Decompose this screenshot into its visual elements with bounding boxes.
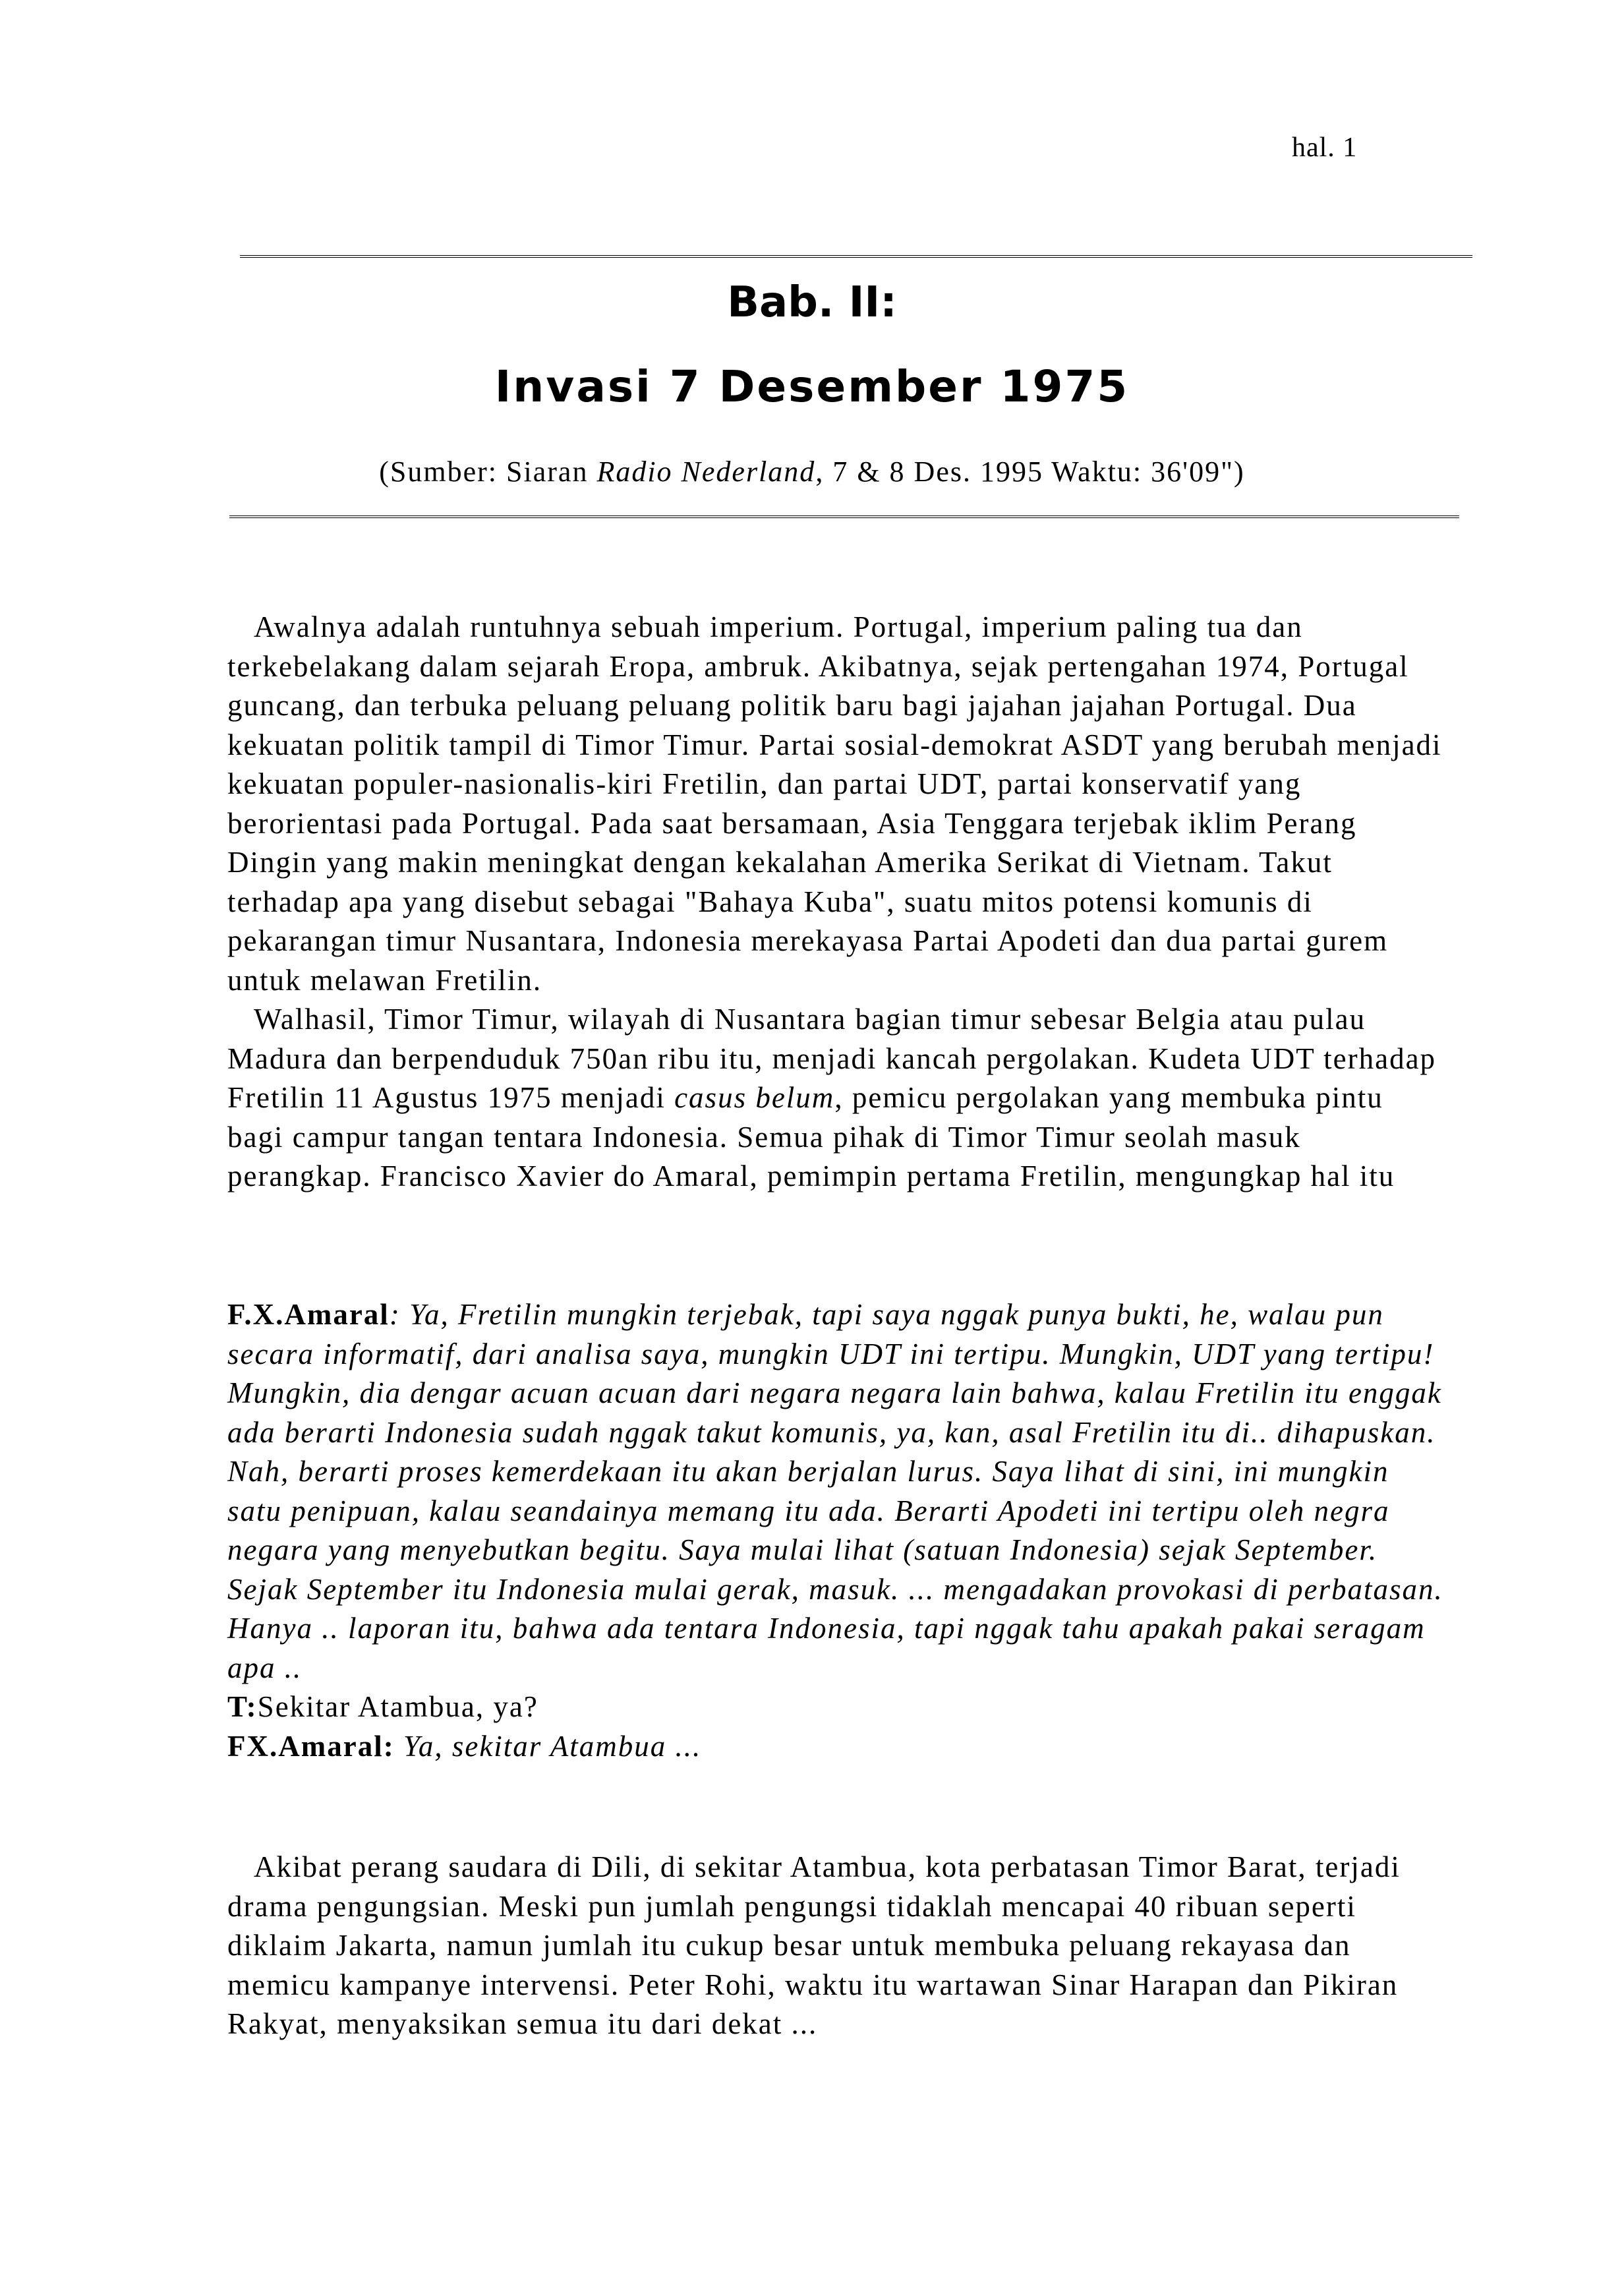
source-radio-name: Radio Nederland bbox=[596, 456, 816, 488]
closing-section bbox=[227, 1848, 1447, 2044]
speaker-separator: : bbox=[389, 1298, 410, 1331]
answer-1-text: Ya, Fretilin mungkin terjebak, tapi saya nggak punya bukti, he, walau pun secara informatif, dari analisa saya, mungkin UDT ini tertipu. Mungkin, UDT yang tertipu! Mungkin, dia dengar acuan acuan dari negara negara lain bahwa, kalau Fretilin itu enggak ada berarti Indonesia sudah nggak takut komunis, ya, kan, asal Fretilin itu di.. dihapuskan. Nah, berarti proses kemerdekaan itu akan berjalan lurus. Saya lihat di sini, ini mungkin satu penipuan, kalau seandainya memang itu ada. Berarti Apodeti ini tertipu oleh negra negara yang menyebutkan begitu. Saya mulai lihat (satuan Indonesia) sejak September. Sejak September itu Indonesia mulai gerak, masuk. ... mengadakan provokasi di perbatasan. Hanya .. laporan itu, bahwa ada tentara Indonesia, tapi nggak tahu apakah pakai seragam apa .. bbox=[227, 1298, 1443, 1684]
chapter-number: Bab. II: bbox=[727, 278, 897, 327]
speaker-fx-amaral-2: FX.Amaral: bbox=[227, 1729, 395, 1763]
source-prefix: (Sumber: Siaran bbox=[379, 456, 597, 488]
top-divider bbox=[240, 255, 1472, 258]
source-suffix: , 7 & 8 Des. 1995 Waktu: 36'09") bbox=[815, 456, 1245, 488]
interview-answer-3 bbox=[227, 1727, 1447, 1767]
speaker-fx-amaral: F.X.Amaral bbox=[227, 1298, 390, 1331]
intro-paragraph-2-text-a: Walhasil, Timor Timur, wilayah di Nusantara bagian timur sebesar Belgia atau pulau Madura dan berpenduduk 750an ribu itu, menjadi kancah pergolakan. Kudeta UDT terhadap Fretilin 11 Agustus 1975 menjadi bbox=[227, 1003, 1437, 1114]
interview-answer-1 bbox=[227, 1295, 1447, 1688]
source-line bbox=[0, 455, 1624, 488]
question-2-text: Sekitar Atambua, ya? bbox=[257, 1690, 538, 1723]
page-number: hal. 1 bbox=[1292, 132, 1358, 163]
intro-paragraph-2-latin-term: casus belum bbox=[674, 1081, 835, 1114]
intro-paragraph-2-text-b: , pemicu pergolakan yang membuka pintu bagi campur tangan tentara Indonesia. Semua pihak di Timor Timur seolah masuk perangkap. Francisco Xavier do Amaral, pemimpin pertama Fretilin, mengungkap hal itu bbox=[227, 1081, 1395, 1192]
chapter-title: Invasi 7 Desember 1975 bbox=[494, 361, 1130, 412]
closing-paragraph: Akibat perang saudara di Dili, di sekitar Atambua, kota perbatasan Timor Barat, terjadi drama pengungsian. Meski pun jumlah pengungsi tidaklah mencapai 40 ribuan seperti diklaim Jakarta, namun jumlah itu cukup besar untuk membuka peluang rekayasa dan memicu kampanye intervensi. Peter Rohi, waktu itu wartawan Sinar Harapan dan Pikiran Rakyat, menyaksikan semua itu dari dekat ... bbox=[227, 1850, 1401, 2040]
intro-paragraph-2 bbox=[227, 1000, 1447, 1196]
interview-section bbox=[227, 1295, 1447, 1766]
interview-question-2 bbox=[227, 1688, 1447, 1727]
answer-3-text: Ya, sekitar Atambua ... bbox=[403, 1729, 702, 1763]
intro-paragraph-1: Awalnya adalah runtuhnya sebuah imperium. Portugal, imperium paling tua dan terkebelakang dalam sejarah Eropa, ambruk. Akibatnya, sejak pertengahan 1974, Portugal guncang, dan terbuka peluang peluang politik baru bagi jajahan jajahan Portugal. Dua kekuatan politik tampil di Timor Timur. Partai sosial-demokrat ASDT yang berubah menjadi kekuatan populer-nasionalis-kiri Fretilin, dan partai UDT, partai konservatif yang berorientasi pada Portugal. Pada saat bersamaan, Asia Tenggara terjebak iklim Perang Dingin yang makin meningkat dengan kekalahan Amerika Serikat di Vietnam. Takut terhadap apa yang disebut sebagai "Bahaya Kuba", suatu mitos potensi komunis di pekarangan timur Nusantara, Indonesia merekayasa Partai Apodeti dan dua partai gurem untuk melawan Fretilin. bbox=[227, 610, 1442, 997]
speaker-t: T: bbox=[227, 1690, 258, 1723]
bottom-divider bbox=[229, 515, 1459, 518]
intro-section bbox=[227, 608, 1447, 1196]
